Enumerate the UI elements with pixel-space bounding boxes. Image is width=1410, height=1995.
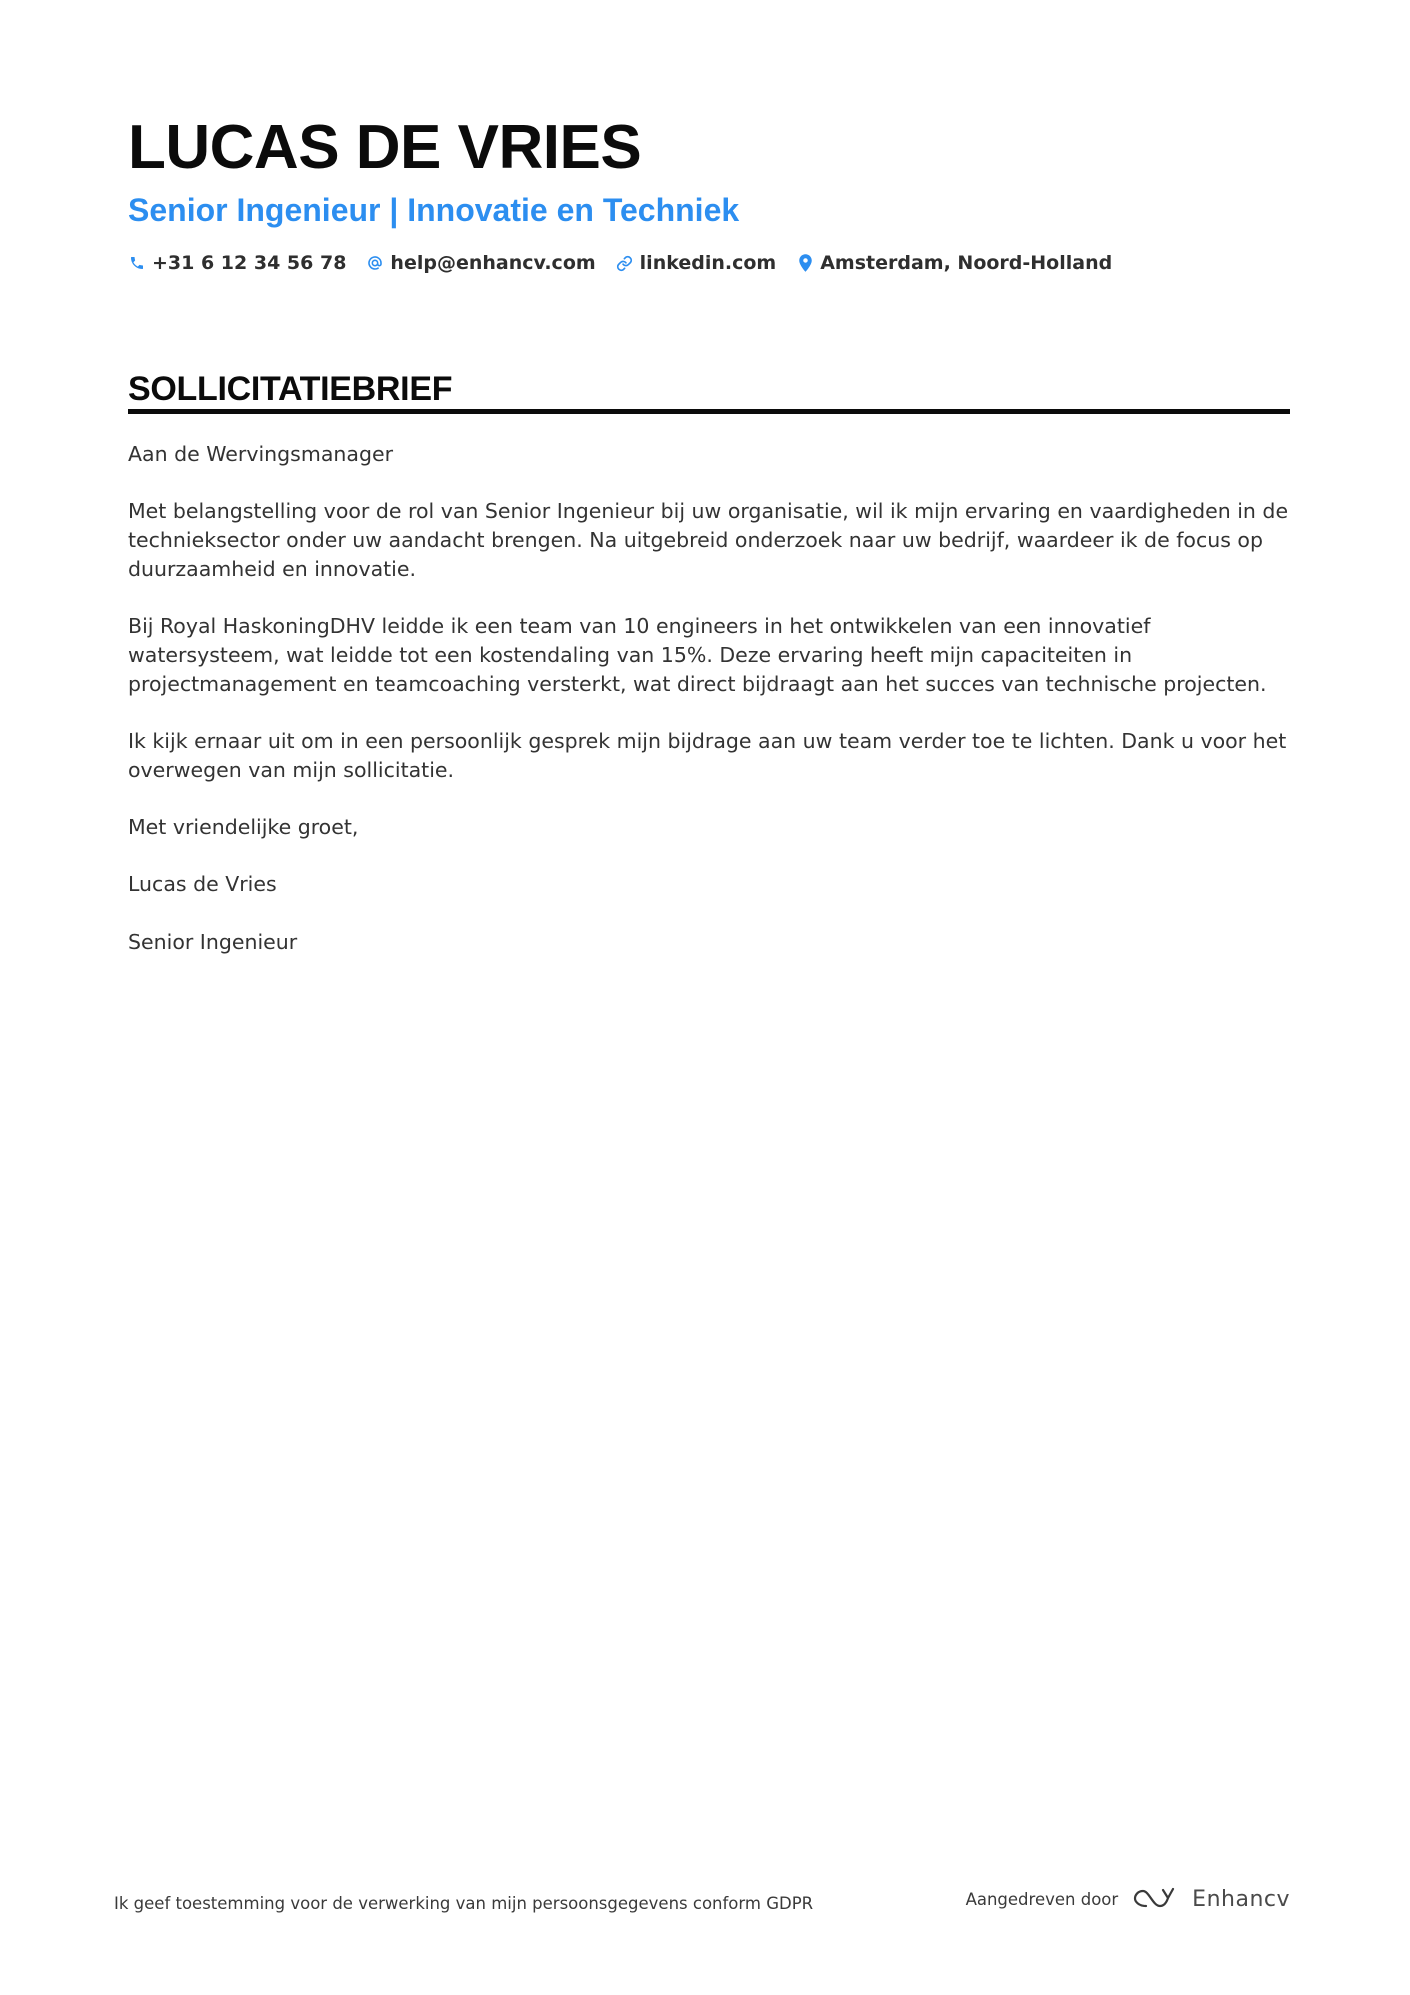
letter-closing: Met vriendelijke groet,: [128, 815, 359, 840]
contact-phone[interactable]: [128, 252, 346, 274]
location-pin-icon: [796, 254, 814, 272]
enhancv-logo-icon: [1132, 1886, 1180, 1912]
signature-title: Senior Ingenieur: [128, 929, 298, 954]
contact-phone-text: +31 6 12 34 56 78: [152, 252, 347, 274]
section-divider: [128, 409, 1290, 414]
section-title: SOLLICITATIEBRIEF: [128, 370, 453, 408]
contact-linkedin-text: linkedin.com: [639, 252, 777, 274]
signature-name: Lucas de Vries: [128, 872, 277, 897]
powered-by-label: Aangedreven door: [965, 1889, 1119, 1909]
candidate-subtitle: Senior Ingenieur | Innovatie en Techniek: [128, 192, 740, 228]
contact-location: [796, 252, 1112, 274]
enhancv-logo-text: Enhancv: [1192, 1886, 1290, 1912]
powered-by[interactable]: [966, 1886, 1290, 1912]
letter-body: [128, 440, 1290, 985]
candidate-name: LUCAS DE VRIES: [128, 113, 642, 182]
phone-icon: [128, 254, 146, 272]
letter-paragraph: Ik kijk ernaar uit om in een persoonlijk gesprek mijn bijdrage aan uw team verder toe te lichten. Dank u voor het overwegen van mijn sollicitatie.: [128, 728, 1287, 782]
link-icon: [616, 254, 634, 272]
contact-linkedin[interactable]: [616, 252, 777, 274]
contact-email[interactable]: [366, 252, 595, 274]
contact-location-text: Amsterdam, Noord-Holland: [820, 252, 1113, 274]
at-icon: [366, 254, 384, 272]
contact-email-text: help@enhancv.com: [390, 252, 596, 274]
letter-paragraph: Bij Royal HaskoningDHV leidde ik een team van 10 engineers in het ontwikkelen van een innovatief watersysteem, wat leidde tot een kostendaling van 15%. Deze ervaring heeft mijn capaciteiten in projectmanagement en teamcoaching versterkt, wat direct bijdraagt aan het succes van technische projecten.: [128, 614, 1267, 696]
gdpr-consent-text: Ik geef toestemming voor de verwerking van mijn persoonsgegevens conform GDPR: [114, 1894, 814, 1913]
cover-letter-page: [128, 0, 1290, 1995]
letter-paragraph: Met belangstelling voor de rol van Senior Ingenieur bij uw organisatie, wil ik mijn ervaring en vaardigheden in de technieksector onder uw aandacht brengen. Na uitgebreid onderzoek naar uw bedrijf, waardeer ik de focus op duurzaamheid en innovatie.: [128, 499, 1289, 581]
letter-greeting: Aan de Wervingsmanager: [128, 442, 393, 466]
contact-bar: [128, 252, 1132, 274]
